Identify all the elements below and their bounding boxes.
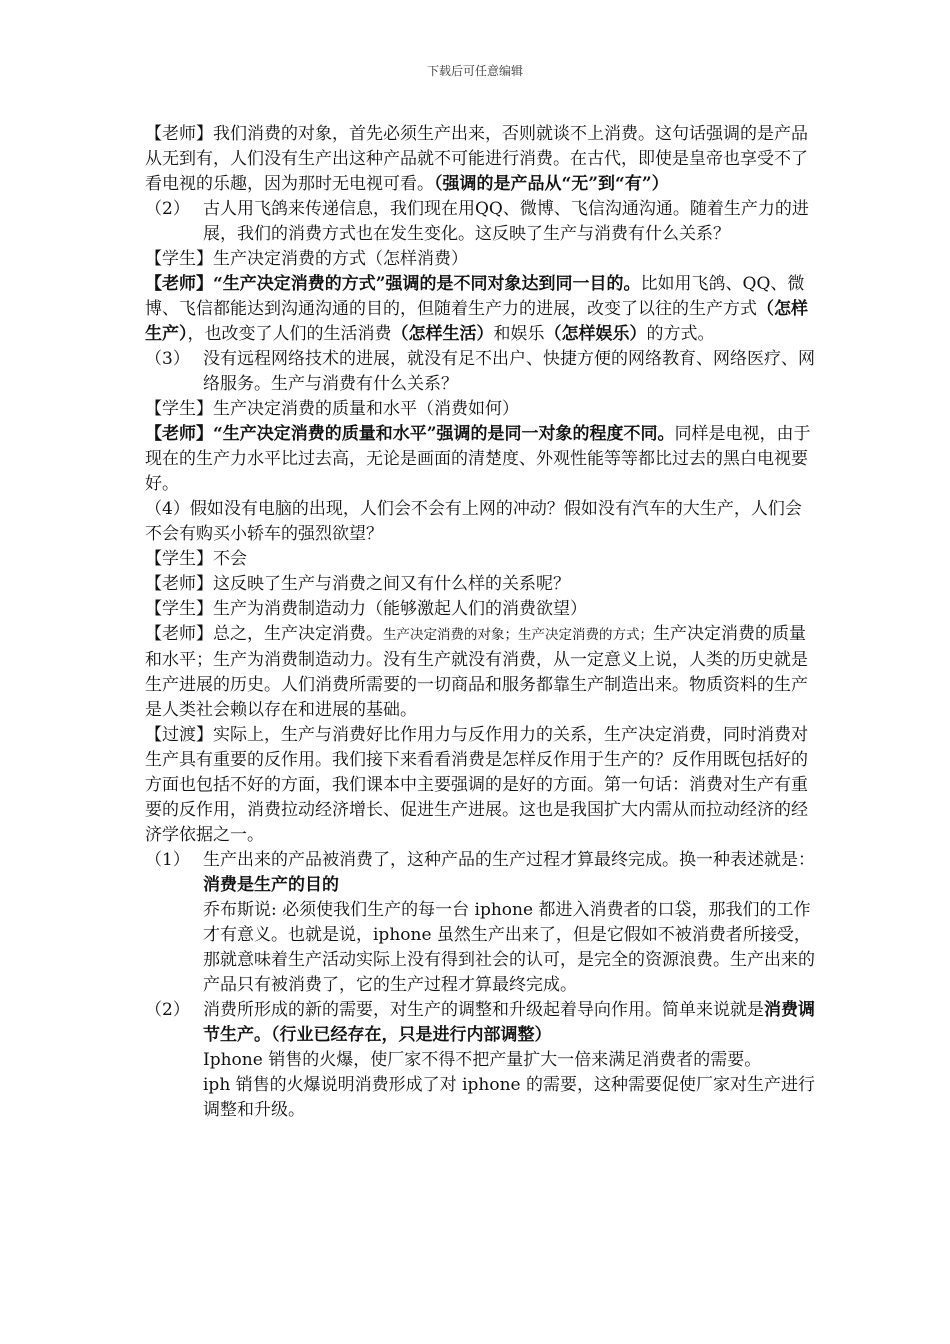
question-2: （2） 古人用飞鸽来传递信息，我们现在用QQ、微博、飞信沟通沟通。随着生产力的进展，我们的消费方式也在发生变化。这反映了生产与消费有什么关系？ <box>145 199 809 244</box>
student-answer-3: 【学生】生产决定消费的质量和水平（消费如何） <box>145 399 519 419</box>
teacher-paragraph-1: 【老师】我们消费的对象，首先必须生产出来，否则就谈不上消费。这句话强调的是产品从无到有，人们没有生产出这种产品就不可能进行消费。在古代，即使是皇帝也享受不了看电视的乐趣，因为那时无电视可看。（强调的是产品从“无”到“有”） <box>145 124 808 194</box>
jobs-quote: 乔布斯说: 必须使我们生产的每一台 iphone 都进入消费者的口袋，那我们的工作才有意义。也就是说，iphone 虽然生产出来了，但是它假如不被消费者所接受，那就意味着生产活动实际上没有得到社会的认可，是完全的资源浪费。生产出来的产品只有被消费了，它的生产过程才算最终完成。 <box>203 900 815 995</box>
question-3: （3） 没有远程网络技术的进展，就没有足不出户、快捷方便的网络教育、网络医疗、网络服务。生产与消费有什么关系？ <box>145 349 815 394</box>
teacher-paragraph-3: 【老师】“生产决定消费的质量和水平”强调的是同一对象的程度不同。同样是电视，由于现在的生产力水平比过去高，无论是画面的清楚度、外观性能等等都比过去的黑白电视要好。 <box>145 424 811 494</box>
iphone-example-1: Iphone 销售的火爆，使厂家不得不把产量扩大一倍来满足消费者的需要。 <box>203 1050 762 1070</box>
document-body <box>145 122 815 1123</box>
question-4: （4）假如没有电脑的出现，人们会不会有上网的冲动？假如没有汽车的大生产，人们会不会有购买小轿车的强烈欲望？ <box>145 499 802 544</box>
teacher-summary: 【老师】总之，生产决定消费。生产决定消费的对象；生产决定消费的方式；生产决定消费的质量和水平；生产为消费制造动力。没有生产就没有消费，从一定意义上说，人类的历史就是生产进展的历史。人们消费所需要的一切商品和服务都靠生产制造出来。物质资料的生产是人类社会赖以存在和进展的基础。 <box>145 624 808 720</box>
student-answer-4a: 【学生】不会 <box>145 549 247 569</box>
student-answer-2: 【学生】生产决定消费的方式（怎样消费） <box>145 249 468 269</box>
transition-paragraph: 【过渡】实际上，生产与消费好比作用力与反作用力的关系，生产决定消费，同时消费对生产具有重要的反作用。我们接下来看看消费是怎样反作用于生产的？反作用既包括好的方面也包括不好的方面，我们课本中主要强调的是好的方面。第一句话：消费对生产有重要的反作用，消费拉动经济增长、促进生产进展。这也是我国扩大内需从而拉动经济的经济学依据之一。 <box>145 725 808 845</box>
page-header: 下载后可任意编辑 <box>426 64 523 78</box>
point-2: （2） 消费所形成的新的需要，对生产的调整和升级起着导向作用。简单来说就是消费调节生产。（行业已经存在，只是进行内部调整） <box>145 1000 815 1045</box>
point-1: （1） 生产出来的产品被消费了，这种产品的生产过程才算最终完成。换一种表述就是：消费是生产的目的 <box>145 850 815 895</box>
student-answer-4b: 【学生】生产为消费制造动力（能够激起人们的消费欲望） <box>145 599 587 619</box>
teacher-paragraph-2: 【老师】“生产决定消费的方式”强调的是不同对象达到同一目的。比如用飞鸽、QQ、微博、飞信都能达到沟通沟通的目的，但随着生产力的进展，改变了以往的生产方式（怎样生产），也改变了人们的生活消费（怎样生活）和娱乐（怎样娱乐）的方式。 <box>145 274 808 344</box>
iphone-example-2: iph 销售的火爆说明消费形成了对 iphone 的需要，这种需要促使厂家对生产进行调整和升级。 <box>203 1075 815 1120</box>
teacher-question-4: 【老师】这反映了生产与消费之间又有什么样的关系呢？ <box>145 574 570 594</box>
